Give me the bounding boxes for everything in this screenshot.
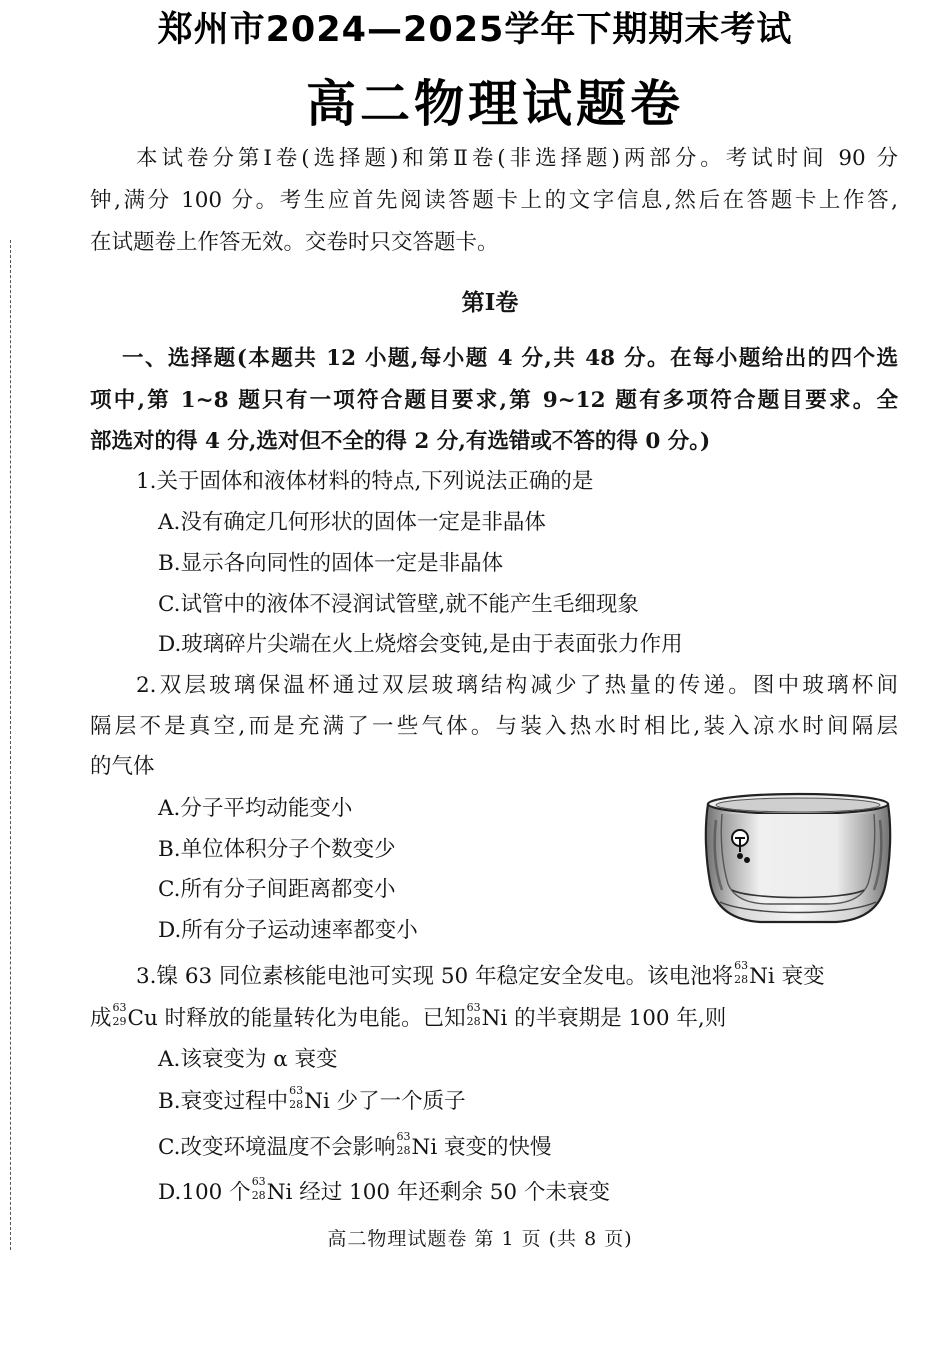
ni-63-nuclide-symbol: 63 28	[396, 1130, 411, 1157]
instructions-line-2: 项中,第 1~8 题只有一项符合题目要求,第 9~12 题有多项符合题目要求。全	[90, 388, 898, 413]
ni-63-nuclide-symbol: 63 28	[466, 1001, 481, 1028]
intro-line-1: 本试卷分第Ⅰ卷(选择题)和第Ⅱ卷(非选择题)两部分。考试时间 90 分	[136, 146, 898, 171]
paper-title: 高二物理试题卷	[306, 75, 684, 133]
question-1-option-c: C.试管中的液体不浸润试管壁,就不能产生毛细现象	[158, 592, 639, 617]
section-title: 第Ⅰ卷	[461, 289, 519, 316]
question-2-stem-line-3: 的气体	[90, 754, 155, 779]
question-2-option-b: B.单位体积分子个数变少	[158, 837, 396, 862]
question-2-option-a: A.分子平均动能变小	[158, 796, 353, 821]
question-2-stem-line-2: 隔层不是真空,而是充满了一些气体。与装入热水时相比,装入凉水时间隔层	[90, 714, 898, 739]
question-1-stem: 1.关于固体和液体材料的特点,下列说法正确的是	[136, 469, 594, 494]
ni-63-nuclide-symbol: 63 28	[289, 1084, 304, 1111]
ni-63-nuclide-symbol: 63 28	[251, 1175, 266, 1202]
question-3-stem-line-2: 成 63 29 Cu 时释放的能量转化为电能。已知 63 28 Ni 的半衰期是 100 年,则	[90, 1001, 727, 1031]
question-3-option-b: B.衰变过程中 63 28 Ni 少了一个质子	[158, 1084, 466, 1114]
question-3-option-c: C.改变环境温度不会影响 63 28 Ni 衰变的快慢	[158, 1130, 552, 1160]
double-wall-glass-cup-figure	[700, 790, 895, 925]
page-footer: 高二物理试题卷 第 1 页 (共 8 页)	[327, 1228, 633, 1250]
cu-63-nuclide-symbol: 63 29	[112, 1001, 127, 1028]
question-2-option-c: C.所有分子间距离都变小	[158, 877, 396, 902]
instructions-line-3: 部选对的得 4 分,选对但不全的得 2 分,有选错或不答的得 0 分。)	[90, 429, 711, 454]
question-1-option-d: D.玻璃碎片尖端在火上烧熔会变钝,是由于表面张力作用	[158, 632, 683, 657]
question-3-option-a: A.该衰变为 α 衰变	[158, 1047, 338, 1072]
intro-line-2: 钟,满分 100 分。考生应首先阅读答题卡上的文字信息,然后在答题卡上作答,	[90, 188, 898, 213]
question-1-option-a: A.没有确定几何形状的固体一定是非晶体	[158, 510, 546, 535]
instructions-line-1: 一、选择题(本题共 12 小题,每小题 4 分,共 48 分。在每小题给出的四个选	[122, 346, 898, 371]
question-3-stem-line-1: 3.镍 63 同位素核能电池可实现 50 年稳定安全发电。该电池将 63 28 Ni 衰变	[136, 959, 825, 989]
question-3-option-d: D.100 个 63 28 Ni 经过 100 年还剩余 50 个未衰变	[158, 1175, 610, 1205]
binding-margin-dashed-line	[10, 240, 11, 1250]
intro-line-3: 在试题卷上作答无效。交卷时只交答题卡。	[90, 230, 499, 255]
question-2-option-d: D.所有分子运动速率都变小	[158, 918, 418, 943]
question-1-option-b: B.显示各向同性的固体一定是非晶体	[158, 551, 504, 576]
ni-63-nuclide-symbol: 63 28	[734, 959, 749, 986]
exam-title: 郑州市2024—2025学年下期期末考试	[157, 10, 793, 50]
question-2-stem-line-1: 2.双层玻璃保温杯通过双层玻璃结构减少了热量的传递。图中玻璃杯间	[136, 673, 898, 698]
